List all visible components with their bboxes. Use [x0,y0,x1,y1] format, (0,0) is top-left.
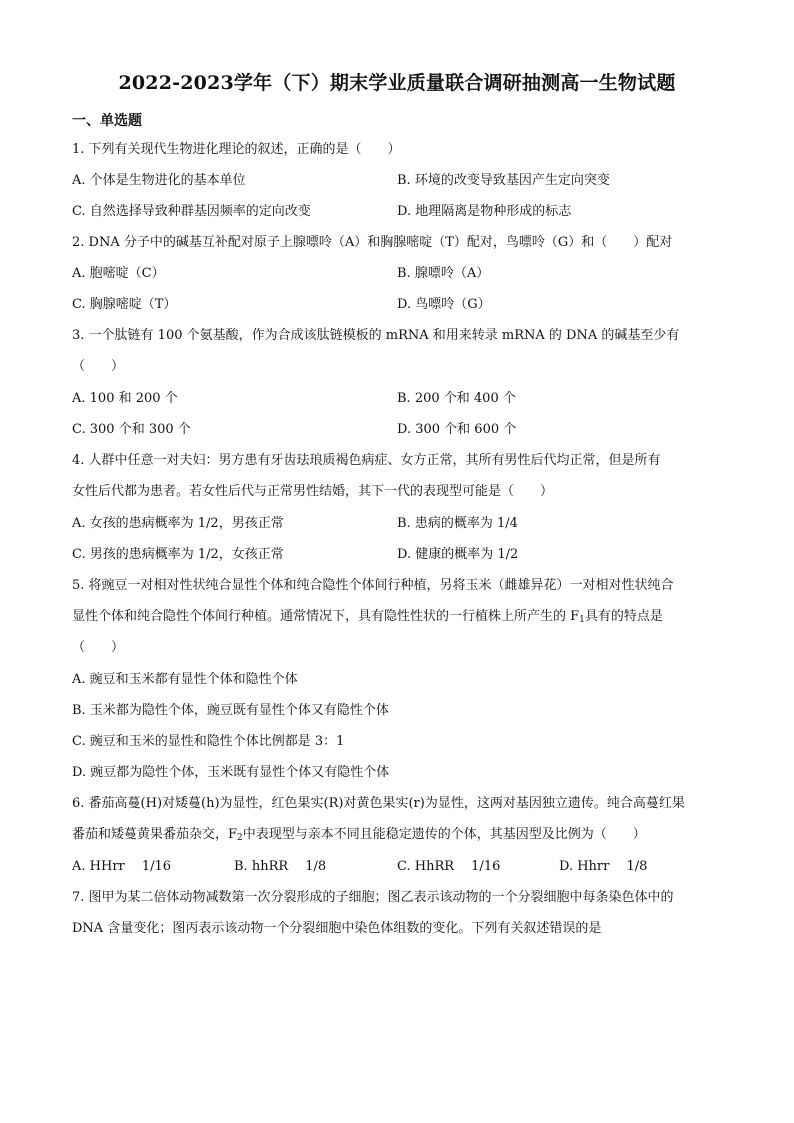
question-6-stem-part1: 番茄和矮蔓黄果番茄杂交，F [72,827,238,842]
question-5-stem-part1: 显性个体和纯合隐性个体间行种植。通常情况下，具有隐性性状的一行植株上所产生的 F [72,609,580,624]
question-5-stem: 5. 将豌豆一对相对性状纯合显性个体和纯合隐性个体间行种植，另将玉米（雌雄异花）一对相对性状纯合 [72,578,674,593]
question-6-stem: 6. 番茄高蔓(H)对矮蔓(h)为显性，红色果实(R)对黄色果实(r)为显性，这两对基因独立遗传。纯合高蔓红果 [72,796,685,811]
question-1-stem: 1. 下列有关现代生物进化理论的叙述，正确的是（ ） [72,142,401,157]
question-4-option-c: C. 男孩的患病概率为 1/2，女孩正常 [72,547,284,562]
question-2-option-a: A. 胞嘧啶（C） [72,266,165,281]
question-3-option-a: A. 100 和 200 个 [72,391,178,406]
question-5-option-a: A. 豌豆和玉米都有显性个体和隐性个体 [72,672,298,687]
question-6-subscript: 2 [237,833,243,843]
question-6-option-c: C. HhRR 1/16 [397,859,501,874]
question-6-stem-cont [72,826,646,844]
question-4-option-b: B. 患病的概率为 1/4 [397,516,518,531]
question-1-option-d: D. 地理隔离是物种形成的标志 [397,204,572,219]
question-2-option-d: D. 鸟嘌呤（G） [397,297,491,312]
question-2-stem: 2. DNA 分子中的碱基互补配对原子上腺嘌呤（A）和胸腺嘧啶（T）配对，鸟嘌呤（G）和（ ）配对 [72,235,673,250]
question-6-stem-part2: 中表现型与亲本不同且能稳定遗传的个体，其基因型及比例为（ ） [242,827,646,842]
question-1-option-c: C. 自然选择导致种群基因频率的定向改变 [72,204,311,219]
question-7-stem-cont: DNA 含量变化；图丙表示该动物一个分裂细胞中染色体组数的变化。下列有关叙述错误的是 [72,921,602,936]
question-6-option-d: D. Hhrr 1/8 [559,859,648,874]
question-4-stem-cont: 女性后代都为患者。若女性后代与正常男性结婚，其下一代的表现型可能是（ ） [72,484,554,499]
question-5-subscript: 1 [579,615,585,625]
question-7-stem: 7. 图甲为某二倍体动物减数第一次分裂形成的子细胞；图乙表示该动物的一个分裂细胞中每条染色体中的 [72,890,674,905]
section-heading: 一、单选题 [72,113,142,129]
question-5-option-c: C. 豌豆和玉米的显性和隐性个体比例都是 3：1 [72,734,345,749]
question-3-option-d: D. 300 个和 600 个 [397,422,517,437]
question-4-option-a: A. 女孩的患病概率为 1/2，男孩正常 [72,516,284,531]
question-5-stem-part2: 具有的特点是 [584,609,663,624]
question-4-option-d: D. 健康的概率为 1/2 [397,547,519,562]
question-3-stem: 3. 一个肽链有 100 个氨基酸，作为合成该肽链模板的 mRNA 和用来转录 mRNA 的 DNA 的碱基至少有 [72,328,680,343]
question-3-stem-cont: （ ） [72,359,125,374]
page-title: 2022-2023学年（下）期末学业质量联合调研抽测高一生物试题 [118,72,676,94]
question-2-option-c: C. 胸腺嘧啶（T） [72,297,177,312]
question-1-option-a: A. 个体是生物进化的基本单位 [72,173,246,188]
question-5-option-b: B. 玉米都为隐性个体，豌豆既有显性个体又有隐性个体 [72,703,389,718]
question-6-option-b: B. hhRR 1/8 [234,859,327,874]
question-3-option-b: B. 200 个和 400 个 [397,391,516,406]
question-2-option-b: B. 腺嘌呤（A） [397,266,490,281]
question-3-option-c: C. 300 个和 300 个 [72,422,191,437]
question-5-stem-bracket: （ ） [72,640,125,655]
question-4-stem: 4. 人群中任意一对夫妇：男方患有牙齿珐琅质褐色病症、女方正常，其所有男性后代均正常，但是所有 [72,453,661,468]
question-1-option-b: B. 环境的改变导致基因产生定向突变 [397,173,610,188]
question-5-option-d: D. 豌豆都为隐性个体，玉米既有显性个体又有隐性个体 [72,765,390,780]
question-6-option-a: A. HHrr 1/16 [72,859,172,874]
question-5-stem-cont [72,608,663,626]
